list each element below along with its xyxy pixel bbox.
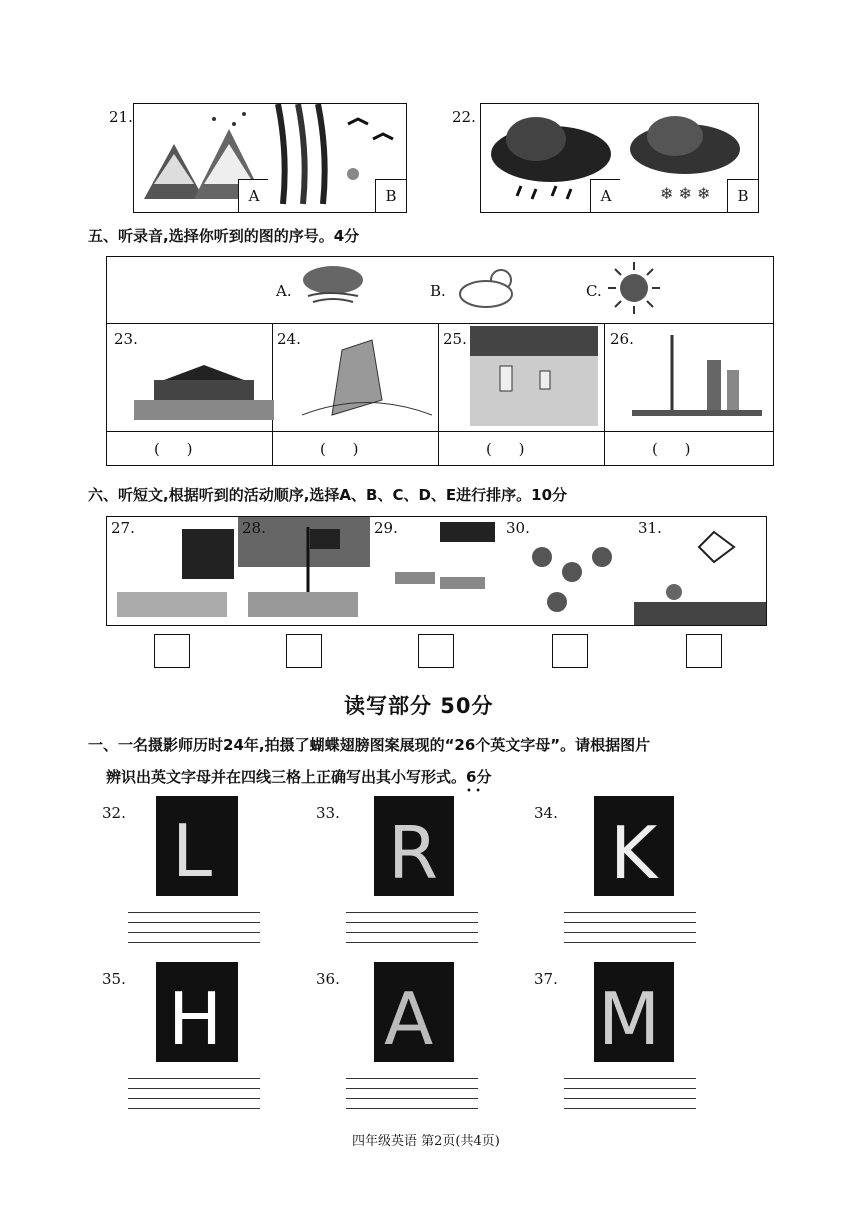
activity-picture-29 bbox=[370, 516, 503, 626]
question-number-36: 36. bbox=[316, 970, 340, 988]
svg-text:❄ ❄ ❄: ❄ ❄ ❄ bbox=[660, 184, 711, 203]
tiananmen-picture bbox=[134, 360, 274, 420]
city-skyline-picture bbox=[632, 330, 762, 420]
mountain-scenery-picture bbox=[302, 330, 432, 420]
writing-lines-33[interactable] bbox=[346, 912, 478, 942]
q21-option-a-label: A bbox=[238, 179, 269, 212]
svg-text:A: A bbox=[384, 977, 434, 1061]
svg-text:H: H bbox=[168, 977, 223, 1061]
question-number-32: 32. bbox=[102, 804, 126, 822]
answer-blank-23[interactable]: ( ) bbox=[154, 440, 193, 458]
reading-writing-title: 读写部分 50分 bbox=[344, 694, 494, 718]
answer-blank-24[interactable]: ( ) bbox=[320, 440, 359, 458]
question-number-22: 22. bbox=[452, 108, 476, 126]
question-number-31: 31. bbox=[638, 519, 662, 537]
writing-lines-35[interactable] bbox=[128, 1078, 260, 1108]
butterfly-letter-34 bbox=[594, 796, 674, 896]
weather-option-c-label: C. bbox=[586, 282, 602, 300]
q21-option-b-label: B bbox=[375, 179, 406, 212]
section-5-heading: 五、听录音,选择你听到的图的序号。4分 bbox=[88, 227, 360, 245]
activity-picture-30 bbox=[502, 516, 635, 626]
writing-lines-37[interactable] bbox=[564, 1078, 696, 1108]
writing-lines-32[interactable] bbox=[128, 912, 260, 942]
q22-option-a-label: A bbox=[590, 179, 621, 212]
activity-picture-27 bbox=[106, 516, 240, 626]
activity-picture-28 bbox=[238, 516, 371, 626]
rw-question-1-line-1: 一、一名摄影师历时24年,拍摄了蝴蝶翅膀图案展现的“26个英文字母”。请根据图片 bbox=[88, 736, 651, 754]
emphasis-dots: • • bbox=[466, 786, 481, 797]
question-number-24: 24. bbox=[277, 330, 301, 348]
order-box-29[interactable] bbox=[418, 634, 454, 668]
order-box-30[interactable] bbox=[552, 634, 588, 668]
q22-option-b-snow-cloud-picture[interactable] bbox=[620, 103, 759, 213]
q22-option-a-rain-picture[interactable] bbox=[480, 103, 622, 213]
page-footer: 四年级英语 第2页(共4页) bbox=[352, 1134, 500, 1149]
order-box-28[interactable] bbox=[286, 634, 322, 668]
butterfly-letter-33 bbox=[374, 796, 454, 896]
partly-cloudy-icon bbox=[456, 262, 526, 312]
writing-lines-34[interactable] bbox=[564, 912, 696, 942]
question-number-35: 35. bbox=[102, 970, 126, 988]
answer-blank-26[interactable]: ( ) bbox=[652, 440, 691, 458]
question-number-30: 30. bbox=[506, 519, 530, 537]
question-number-23: 23. bbox=[114, 330, 138, 348]
question-number-28: 28. bbox=[242, 519, 266, 537]
order-box-27[interactable] bbox=[154, 634, 190, 668]
question-number-33: 33. bbox=[316, 804, 340, 822]
activity-picture-31 bbox=[634, 516, 767, 626]
lake-pagoda-picture bbox=[470, 326, 598, 426]
rw-question-1-line-2: 辨识出英文字母并在四线三格上正确写出其小写形式。6分 bbox=[106, 768, 492, 786]
butterfly-letter-32 bbox=[156, 796, 238, 896]
svg-text:R: R bbox=[388, 811, 439, 895]
question-number-26: 26. bbox=[610, 330, 634, 348]
q21-option-b-willow-picture[interactable] bbox=[268, 103, 407, 213]
order-box-31[interactable] bbox=[686, 634, 722, 668]
butterfly-letter-36 bbox=[374, 962, 454, 1062]
svg-text:M: M bbox=[598, 977, 661, 1061]
question-number-37: 37. bbox=[534, 970, 558, 988]
question-number-21: 21. bbox=[109, 108, 133, 126]
cloudy-windy-icon bbox=[298, 262, 368, 307]
butterfly-letter-37 bbox=[594, 962, 674, 1062]
weather-option-a-label: A. bbox=[276, 282, 292, 300]
svg-text:K: K bbox=[610, 811, 658, 895]
section-6-heading: 六、听短文,根据听到的活动顺序,选择A、B、C、D、E进行排序。10分 bbox=[88, 486, 568, 504]
question-number-29: 29. bbox=[374, 519, 398, 537]
question-number-27: 27. bbox=[111, 519, 135, 537]
sun-icon bbox=[606, 260, 662, 316]
question-number-34: 34. bbox=[534, 804, 558, 822]
weather-option-b-label: B. bbox=[430, 282, 446, 300]
answer-blank-25[interactable]: ( ) bbox=[486, 440, 525, 458]
q21-option-a-snow-picture[interactable] bbox=[133, 103, 270, 213]
writing-lines-36[interactable] bbox=[346, 1078, 478, 1108]
q22-option-b-label: B bbox=[727, 179, 758, 212]
butterfly-letter-35 bbox=[156, 962, 238, 1062]
svg-text:L: L bbox=[172, 809, 213, 893]
question-number-25: 25. bbox=[443, 330, 467, 348]
